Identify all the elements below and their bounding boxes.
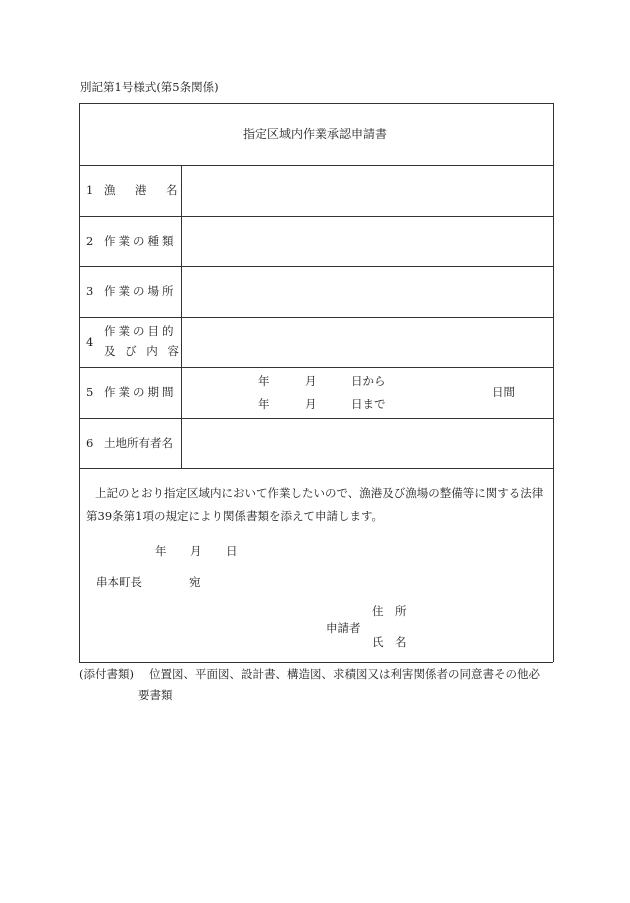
row-number: 1	[86, 183, 94, 197]
table-border-top	[79, 103, 553, 104]
addressee-honorific: 宛	[189, 575, 201, 589]
period-start-month: 月	[305, 374, 317, 388]
attachments-label: (添付書類)	[79, 667, 134, 681]
page-title: 指定区域内作業承認申請書	[242, 127, 387, 141]
attachments-line-1: 位置図、平面図、設計書、構造図、求積図又は利害関係者の同意書その他必	[149, 667, 540, 681]
date-year: 年	[155, 544, 167, 558]
applicant-name-label: 氏 名	[372, 635, 407, 649]
form-label: 別記第1号様式(第5条関係)	[80, 80, 219, 94]
row-number: 3	[86, 284, 94, 298]
applicant-address-label: 住 所	[372, 604, 407, 618]
row-label-purpose: 作業の目的	[104, 324, 177, 338]
period-end-day: 日まで	[351, 397, 386, 411]
row-label-work-period: 作業の期間	[104, 385, 177, 399]
date-month: 月	[190, 544, 202, 558]
applicant-label: 申請者	[326, 621, 361, 635]
row-number: 4	[86, 335, 94, 349]
period-days: 日間	[492, 385, 515, 399]
row-label-landowner: 土地所有者名	[104, 436, 173, 450]
work-type-field[interactable]	[182, 217, 552, 265]
row-label-contents: 及 び 内 容	[104, 344, 182, 358]
period-end-year: 年	[258, 397, 270, 411]
table-border-right	[553, 103, 554, 662]
period-start-year: 年	[258, 374, 270, 388]
row-label-fishing-port: 漁 港 名	[104, 183, 182, 197]
purpose-field[interactable]	[182, 318, 552, 366]
period-end-month: 月	[305, 397, 317, 411]
statement-line-1: 上記のとおり指定区域内において作業したいので、漁港及び漁場の整備等に関する法律	[95, 486, 544, 500]
row-label-work-type: 作業の種類	[104, 234, 177, 248]
row-divider	[79, 367, 553, 368]
fishing-port-field[interactable]	[182, 166, 552, 215]
landowner-field[interactable]	[182, 419, 552, 467]
row-number: 5	[86, 385, 94, 399]
row-label-work-location: 作業の場所	[104, 284, 177, 298]
statement-line-2: 第39条第1項の規定により関係書類を添えて申請します。	[86, 509, 384, 523]
table-border-left	[79, 103, 80, 662]
table-border-bottom	[79, 662, 553, 663]
row-number: 2	[86, 234, 94, 248]
period-start-day: 日から	[351, 374, 386, 388]
row-number: 6	[86, 436, 94, 450]
addressee: 串本町長	[96, 575, 142, 589]
date-day: 日	[226, 544, 238, 558]
row-divider	[79, 468, 553, 469]
work-location-field[interactable]	[182, 267, 552, 316]
attachments-line-2: 要書類	[138, 688, 173, 702]
